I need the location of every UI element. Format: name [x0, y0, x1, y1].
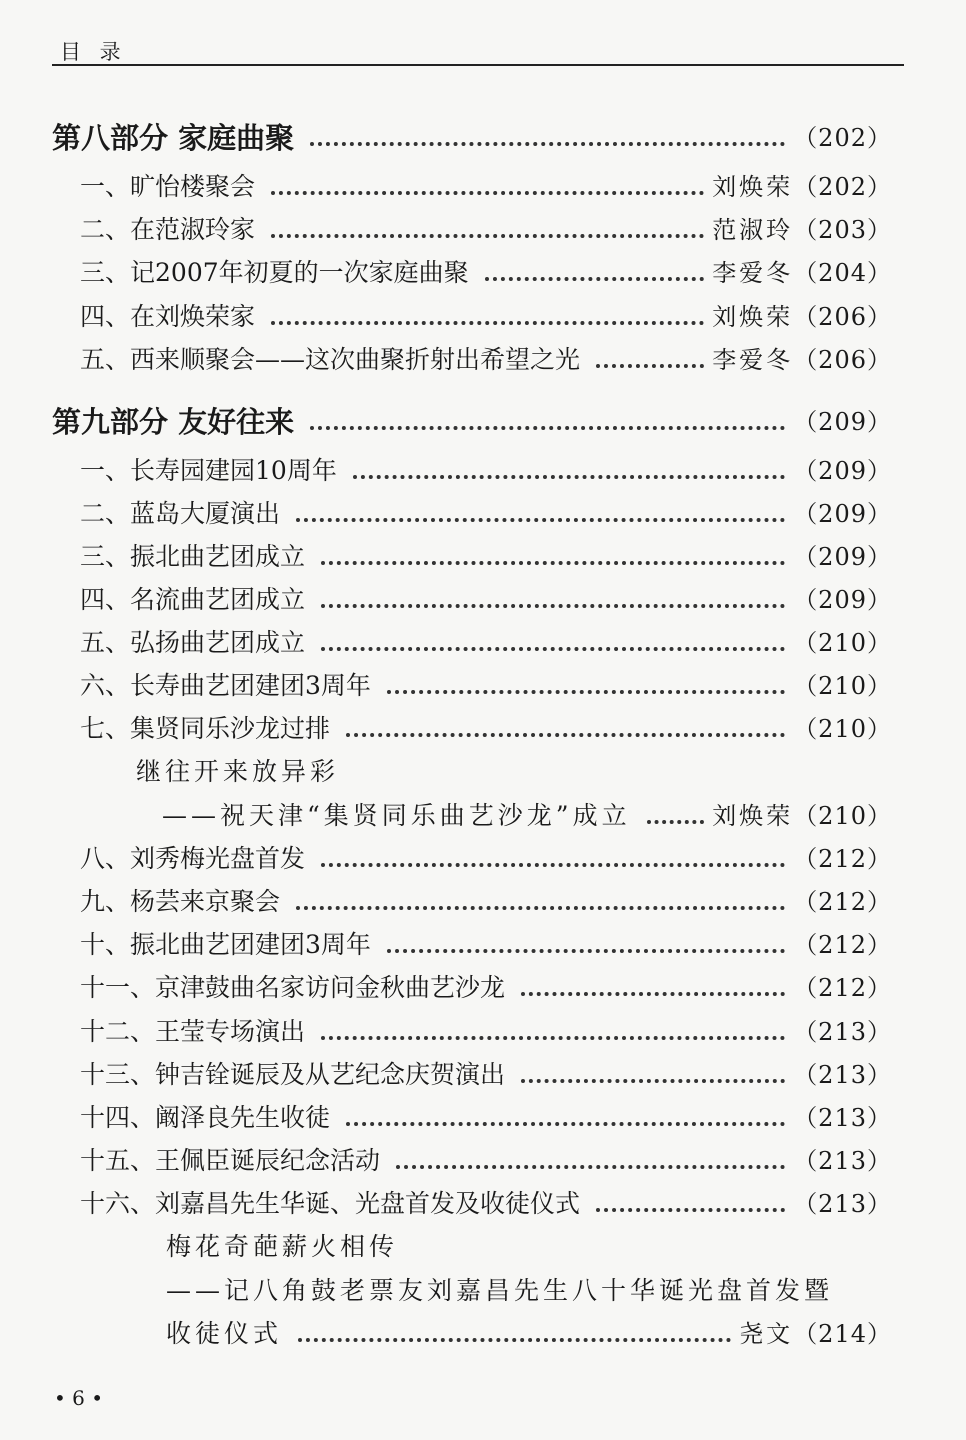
toc-part-heading[interactable] [52, 402, 892, 442]
dot-leader [387, 690, 785, 694]
toc-page-number: （209） [793, 500, 892, 528]
toc-entry[interactable] [80, 666, 892, 706]
toc-entry-title: 集贤同乐沙龙过排 [130, 714, 331, 743]
dot-leader [521, 1079, 785, 1083]
toc-entry-title: 在刘焕荣家 [130, 302, 256, 331]
toc-entry[interactable] [80, 494, 892, 534]
toc-entry-number: 三、 [80, 258, 131, 287]
toc-entry[interactable] [80, 623, 892, 663]
toc-page-number: （206） [793, 303, 892, 331]
toc-entry-number: 十五、 [80, 1146, 156, 1175]
toc-entry[interactable] [80, 968, 892, 1008]
toc-entry[interactable] [80, 1012, 892, 1052]
toc-entry-number: 七、 [80, 714, 131, 743]
toc-entry-title: 西来顺聚会——这次曲聚折射出希望之光 [130, 345, 581, 374]
toc-page-number: （213） [793, 1190, 892, 1218]
toc-entry-number: 十六、 [80, 1189, 156, 1218]
toc-entry-author: 刘焕荣 [712, 303, 794, 331]
dot-leader [346, 733, 785, 737]
dot-leader [321, 604, 785, 608]
toc-entry-number: 十二、 [80, 1017, 156, 1046]
toc-article-title: 继往开来放异彩 [136, 757, 340, 786]
toc-page-number: （213） [793, 1061, 892, 1089]
toc-entry[interactable] [80, 1055, 892, 1095]
toc-entry-title: 记2007年初夏的一次家庭曲聚 [130, 258, 469, 287]
toc-entry[interactable] [80, 580, 892, 620]
toc-page-number: （209） [793, 543, 892, 571]
toc-article-subtitle: ——记八角鼓老票友刘嘉昌先生八十华诞光盘首发暨 [166, 1276, 834, 1305]
toc-entry[interactable] [80, 1098, 892, 1138]
toc-page-number: （202） [793, 124, 892, 152]
dot-leader [296, 906, 785, 910]
toc-entry-number: 五、 [80, 628, 131, 657]
toc-part-heading[interactable] [52, 118, 892, 158]
toc-entry[interactable] [80, 340, 892, 380]
toc-entry-number: 九、 [80, 887, 131, 916]
toc-entry-number: 二、 [80, 215, 131, 244]
toc-entry[interactable] [80, 709, 892, 749]
dot-leader [387, 949, 785, 953]
toc-entry[interactable] [80, 253, 892, 293]
dot-leader [321, 561, 785, 565]
toc-page-number: （210） [793, 802, 892, 830]
toc-page-number: （212） [793, 974, 892, 1002]
toc-entry-title: 蓝岛大厦演出 [130, 499, 281, 528]
toc-entry[interactable] [80, 839, 892, 879]
toc-entry-number: 四、 [80, 585, 131, 614]
toc-subentry[interactable] [166, 1271, 892, 1311]
dot-leader [353, 475, 785, 479]
toc-entry-number: 一、 [80, 172, 131, 201]
toc-entry-title: 长寿曲艺团建团3周年 [130, 671, 371, 700]
toc-entry-number: 八、 [80, 844, 131, 873]
toc-entry-number: 十一、 [80, 973, 156, 1002]
dot-leader [321, 647, 785, 651]
toc-entry[interactable] [80, 1184, 892, 1224]
dot-leader [396, 1165, 785, 1169]
toc-entry[interactable] [80, 210, 892, 250]
toc-page-number: （209） [793, 586, 892, 614]
toc-page-number: （210） [793, 715, 892, 743]
toc-entry-title: 旷怡楼聚会 [130, 172, 256, 201]
dot-leader [296, 518, 785, 522]
toc-page-number: （213） [793, 1147, 892, 1175]
toc-article-subtitle: ——祝天津“集贤同乐曲艺沙龙”成立 [162, 801, 631, 830]
toc-page-number: （209） [793, 457, 892, 485]
dot-leader [310, 426, 785, 430]
toc-part-title: 第八部分 家庭曲聚 [52, 121, 295, 155]
toc-page-number: （213） [793, 1018, 892, 1046]
toc-entry-title: 京津鼓曲名家访问金秋曲艺沙龙 [155, 973, 506, 1002]
toc-entry-number: 十、 [80, 930, 131, 959]
toc-entry-author: 李爱冬 [712, 259, 794, 287]
toc-page-number: （212） [793, 845, 892, 873]
page-number-footer: • 6 • [54, 1386, 104, 1410]
dot-leader [321, 863, 785, 867]
toc-page-number: （212） [793, 931, 892, 959]
toc-entry[interactable] [80, 451, 892, 491]
dot-leader [596, 1208, 785, 1212]
toc-entry-number: 十四、 [80, 1103, 156, 1132]
toc-entry[interactable] [80, 882, 892, 922]
toc-entry-title: 弘扬曲艺团成立 [130, 628, 306, 657]
dot-leader [321, 1036, 785, 1040]
toc-entry-title: 名流曲艺团成立 [130, 585, 306, 614]
dot-leader [271, 191, 704, 195]
toc-entry-author: 尧文 [739, 1320, 794, 1348]
toc-entry-title: 长寿园建园10周年 [130, 456, 337, 485]
toc-entry-title: 王佩臣诞辰纪念活动 [155, 1146, 381, 1175]
toc-entry-title: 阚泽良先生收徒 [155, 1103, 331, 1132]
toc-article-subtitle: 收徒仪式 [166, 1319, 283, 1348]
dot-leader [485, 277, 705, 281]
toc-entry-number: 六、 [80, 671, 131, 700]
toc-page-number: （202） [793, 173, 892, 201]
header-title: 目 录 [60, 40, 127, 64]
toc-article-title: 梅花奇葩薪火相传 [166, 1232, 399, 1261]
dot-leader [310, 142, 785, 146]
toc-entry-number: 十三、 [80, 1060, 156, 1089]
toc-entry-title: 杨芸来京聚会 [130, 887, 281, 916]
dot-leader [271, 321, 704, 325]
toc-entry-title: 在范淑玲家 [130, 215, 256, 244]
toc-entry-number: 四、 [80, 302, 131, 331]
toc-entry-number: 二、 [80, 499, 131, 528]
toc-page-number: （210） [793, 672, 892, 700]
toc-subentry-title[interactable] [166, 1227, 892, 1267]
toc-entry-author: 刘焕荣 [712, 802, 794, 830]
toc-page-number: （209） [793, 408, 892, 436]
toc-entry[interactable] [80, 925, 892, 965]
toc-entry[interactable] [80, 1141, 892, 1181]
toc-entry-author: 李爱冬 [712, 346, 794, 374]
toc-entry-author: 刘焕荣 [712, 173, 794, 201]
toc-page-number: （213） [793, 1104, 892, 1132]
toc-page-number: （214） [793, 1320, 892, 1348]
toc-entry[interactable] [80, 297, 892, 337]
toc-entry-title: 刘嘉昌先生华诞、光盘首发及收徒仪式 [155, 1189, 581, 1218]
toc-entry-number: 一、 [80, 456, 131, 485]
toc-entry[interactable] [80, 167, 892, 207]
toc-part-title: 第九部分 友好往来 [52, 405, 295, 439]
toc-entry-author: 范淑玲 [712, 216, 794, 244]
toc-subentry[interactable] [162, 796, 892, 836]
toc-page-number: （206） [793, 346, 892, 374]
dot-leader [647, 820, 705, 824]
toc-entry[interactable] [80, 537, 892, 577]
dot-leader [298, 1338, 731, 1342]
dot-leader [596, 364, 704, 368]
toc-page-number: （204） [793, 259, 892, 287]
toc-entry-title: 刘秀梅光盘首发 [130, 844, 306, 873]
toc-entry-title: 钟吉铨诞辰及从艺纪念庆贺演出 [155, 1060, 506, 1089]
toc-page-number: （210） [793, 629, 892, 657]
toc-entry-number: 三、 [80, 542, 131, 571]
toc-subentry-title[interactable] [136, 752, 892, 792]
toc-entry-title: 王莹专场演出 [155, 1017, 306, 1046]
toc-entry-number: 五、 [80, 345, 131, 374]
toc-entry-title: 振北曲艺团成立 [130, 542, 306, 571]
toc-page-number: （203） [793, 216, 892, 244]
dot-leader [346, 1122, 785, 1126]
toc-entry-title: 振北曲艺团建团3周年 [130, 930, 371, 959]
dot-leader [521, 992, 785, 996]
toc-subentry[interactable] [166, 1314, 892, 1354]
dot-leader [271, 234, 704, 238]
toc-page-number: （212） [793, 888, 892, 916]
